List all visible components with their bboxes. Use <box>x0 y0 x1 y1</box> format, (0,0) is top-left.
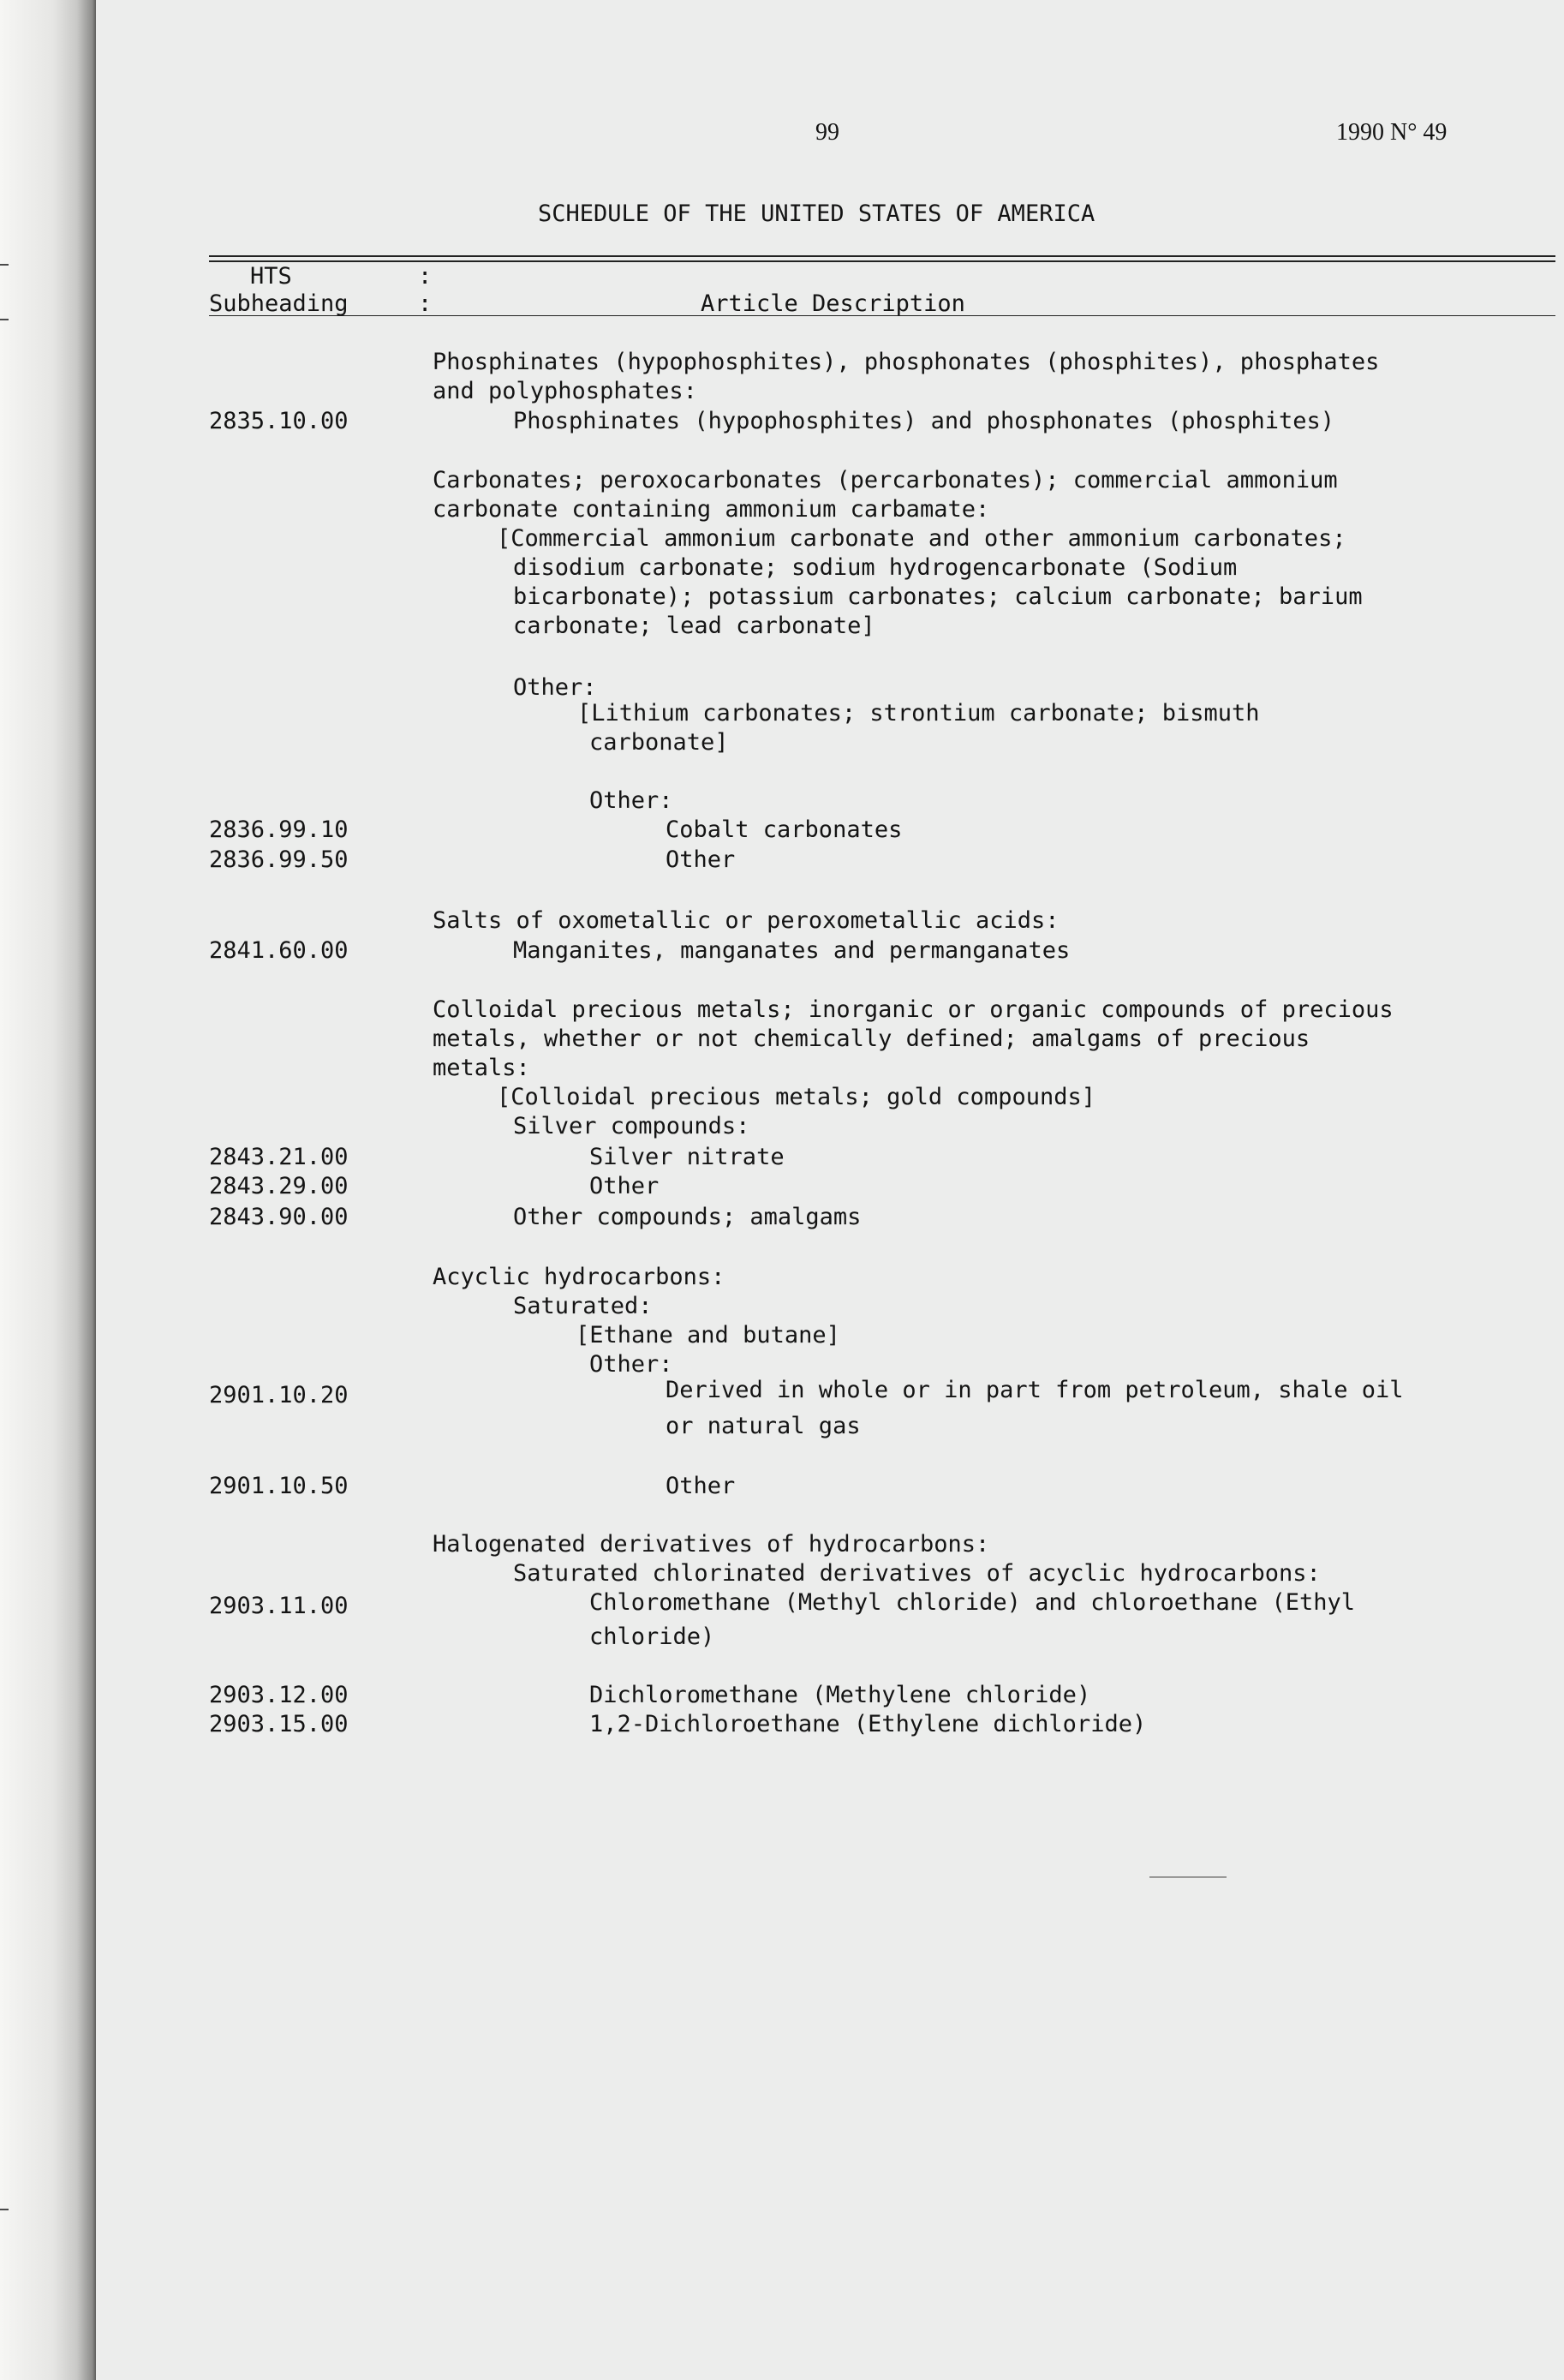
scan-artifact <box>1149 1876 1227 1878</box>
description-text: Saturated chlorinated derivatives of acyclic hydrocarbons: <box>513 1560 1321 1587</box>
bleed-mark <box>0 319 9 320</box>
book-spine-shadow <box>0 0 96 2380</box>
description-text: Other <box>666 1473 736 1499</box>
description-text: or natural gas <box>666 1413 861 1439</box>
description-text: Salts of oxometallic or peroxometallic acids: <box>433 907 1060 934</box>
description-text: 1,2-Dichloroethane (Ethylene dichloride) <box>589 1711 1147 1737</box>
description-text: disodium carbonate; sodium hydrogencarbonate (Sodium <box>513 554 1238 581</box>
description-text: carbonate; lead carbonate] <box>513 613 875 639</box>
description-text: bicarbonate); potassium carbonates; calcium carbonate; barium <box>513 583 1363 610</box>
description-text: Other <box>589 1173 660 1199</box>
hts-code: 2903.11.00 <box>209 1593 349 1619</box>
description-text: carbonate containing ammonium carbamate: <box>433 496 990 523</box>
hts-code: 2901.10.20 <box>209 1382 349 1408</box>
header-rule-top <box>209 255 1555 257</box>
hts-code: 2843.21.00 <box>209 1144 349 1170</box>
hts-code: 2843.90.00 <box>209 1204 349 1230</box>
column-header-subheading: Subheading <box>209 290 349 317</box>
description-text: Other: <box>589 787 673 814</box>
page-title: SCHEDULE OF THE UNITED STATES OF AMERICA <box>538 200 1095 227</box>
description-text: Carbonates; peroxocarbonates (percarbonates); commercial ammonium <box>433 467 1338 493</box>
description-text: Saturated: <box>513 1293 653 1319</box>
description-text: Halogenated derivatives of hydrocarbons: <box>433 1531 990 1558</box>
column-separator: : <box>418 263 433 290</box>
description-text: [Colloidal precious metals; gold compounds] <box>497 1084 1095 1110</box>
hts-code: 2843.29.00 <box>209 1173 349 1199</box>
hts-code: 2841.60.00 <box>209 937 349 964</box>
bleed-mark <box>0 264 9 266</box>
description-text: Other: <box>589 1351 673 1378</box>
page-number: 99 <box>815 119 839 146</box>
description-text: Other: <box>513 674 597 701</box>
hts-code: 2835.10.00 <box>209 408 349 434</box>
description-text: Phosphinates (hypophosphites), phosphonates (phosphites), phosphates <box>433 349 1380 375</box>
hts-code: 2903.15.00 <box>209 1711 349 1737</box>
description-text: Derived in whole or in part from petroleum, shale oil <box>666 1377 1404 1403</box>
document-page <box>96 0 1564 2380</box>
description-text: Dichloromethane (Methylene chloride) <box>589 1682 1091 1708</box>
description-text: Acyclic hydrocarbons: <box>433 1264 725 1290</box>
description-text: [Lithium carbonates; strontium carbonate; bismuth <box>577 700 1260 727</box>
issue-number: 1990 N° 49 <box>1336 119 1448 146</box>
header-rule-top-double <box>209 260 1555 262</box>
description-text: metals, whether or not chemically defined; amalgams of precious <box>433 1026 1310 1052</box>
description-text: carbonate] <box>589 729 729 756</box>
column-separator: : <box>418 290 433 317</box>
description-text: Other compounds; amalgams <box>513 1204 862 1230</box>
description-text: [Commercial ammonium carbonate and other ammonium carbonates; <box>497 525 1346 552</box>
bleed-mark <box>0 2209 9 2210</box>
description-text: Chloromethane (Methyl chloride) and chloroethane (Ethyl <box>589 1589 1356 1616</box>
description-text: Colloidal precious metals; inorganic or organic compounds of precious <box>433 996 1394 1023</box>
column-header-description: Article Description <box>701 290 965 317</box>
description-text: chloride) <box>589 1624 715 1650</box>
description-text: and polyphosphates: <box>433 378 697 404</box>
hts-code: 2903.12.00 <box>209 1682 349 1708</box>
description-text: Other <box>666 846 736 873</box>
hts-code: 2901.10.50 <box>209 1473 349 1499</box>
hts-code: 2836.99.50 <box>209 846 349 873</box>
description-text: Manganites, manganates and permanganates <box>513 937 1071 964</box>
hts-code: 2836.99.10 <box>209 816 349 843</box>
description-text: Silver compounds: <box>513 1113 750 1139</box>
description-text: [Ethane and butane] <box>576 1322 840 1348</box>
column-header-hts: HTS <box>250 263 292 290</box>
description-text: Phosphinates (hypophosphites) and phosphonates (phosphites) <box>513 408 1335 434</box>
description-text: metals: <box>433 1055 530 1081</box>
description-text: Cobalt carbonates <box>666 816 903 843</box>
description-text: Silver nitrate <box>589 1144 785 1170</box>
